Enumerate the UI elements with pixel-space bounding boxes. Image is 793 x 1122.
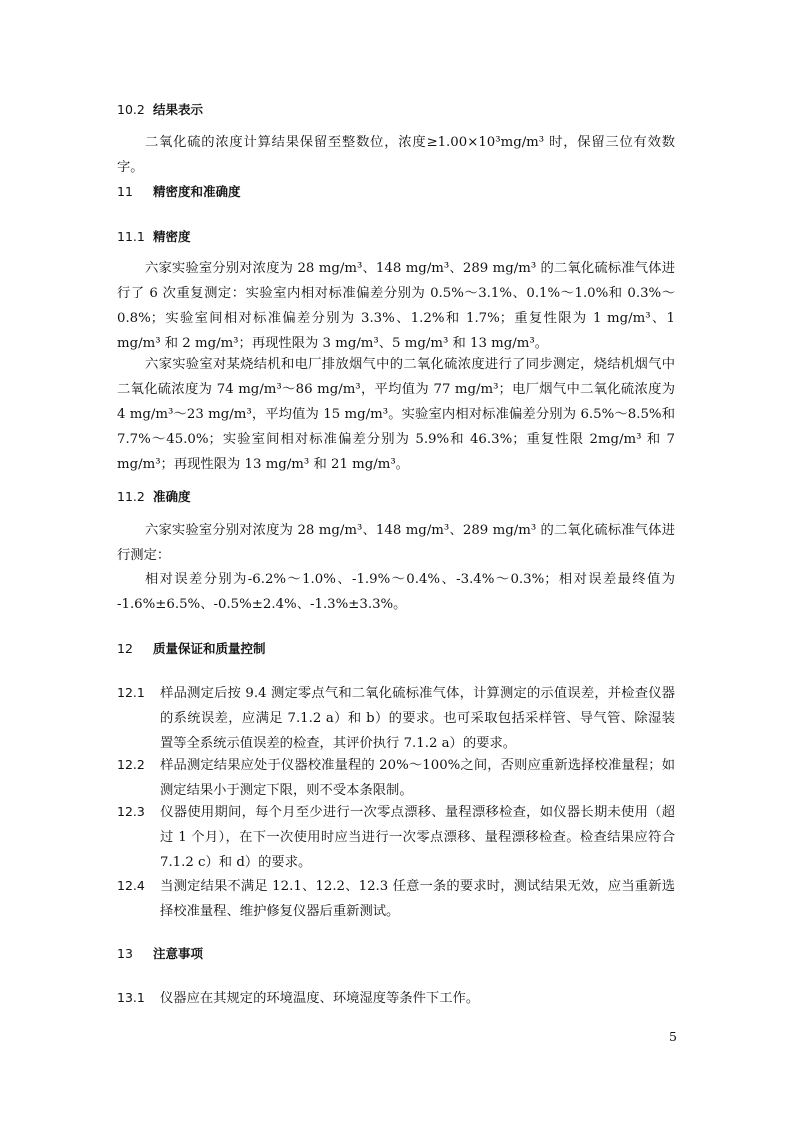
paragraph-accuracy-2: 相对误差分别为-6.2%～1.0%、-1.9%～0.4%、-3.4%～0.3%；相对误差最终值为 -1.6%±6.5%、-0.5%±2.4%、-1.3%±3.3%。 xyxy=(117,572,675,612)
clause-12-1 xyxy=(117,680,675,756)
clause-13-1 xyxy=(117,985,675,1011)
paragraph-accuracy-1: 六家实验室分别对浓度为 28 mg/m³、148 mg/m³、289 mg/m³ 的二氧化硫标准气体进行测定： xyxy=(117,523,675,563)
heading-number: 11 xyxy=(117,184,133,199)
heading-number: 11.1 xyxy=(117,229,145,244)
clause-text: 仪器应在其规定的环境温度、环境湿度等条件下工作。 xyxy=(160,991,480,1006)
paragraph-precision-2: 六家实验室对某烧结机和电厂排放烟气中的二氧化硫浓度进行了同步测定，烧结机烟气中二氧化硫浓度为 74 mg/m³～86 mg/m³，平均值为 77 mg/m³；电厂烟气中二氧化硫浓度为 4 mg/m³～23 mg/m³，平均值为 15 mg/m³。实验室内相对标准偏差分别为 6.5%～8.5%和 7.7%～45.0%；实验室间相对标准偏差分别为 5.9%和 46.3%；重复性限 2mg/m³ 和 7 mg/m³；再现性限为 13 mg/m³ 和 21 mg/m³。 xyxy=(117,357,675,472)
heading-title: 精密度 xyxy=(153,229,191,244)
clause-text: 当测定结果不满足 12.1、12.2、12.3 任意一条的要求时，测试结果无效，应当重新选择校准量程、维护修复仪器后重新测试。 xyxy=(160,879,675,919)
heading-10-2 xyxy=(117,97,203,122)
heading-number: 13 xyxy=(117,946,133,961)
clause-number: 12.1 xyxy=(117,685,145,700)
heading-13 xyxy=(117,941,203,966)
clause-12-4 xyxy=(117,873,675,924)
heading-11 xyxy=(117,179,241,204)
clause-number: 13.1 xyxy=(117,990,145,1005)
heading-number: 12 xyxy=(117,641,133,656)
heading-title: 准确度 xyxy=(153,489,191,504)
paragraph-result-expression: 二氧化硫的浓度计算结果保留至整数位，浓度≥1.00×10³mg/m³ 时，保留三位有效数字。 xyxy=(117,135,675,175)
heading-title: 精密度和准确度 xyxy=(153,184,241,199)
heading-title: 质量保证和质量控制 xyxy=(153,641,266,656)
heading-12 xyxy=(117,636,266,661)
clause-12-3 xyxy=(117,799,675,875)
heading-number: 10.2 xyxy=(117,102,145,117)
heading-11-1 xyxy=(117,224,191,249)
clause-text: 样品测定结果应处于仪器校准量程的 20%～100%之间，否则应重新选择校准量程；如测定结果小于测定下限，则不受本条限制。 xyxy=(160,758,675,798)
heading-11-2 xyxy=(117,484,191,509)
clause-text: 样品测定后按 9.4 测定零点气和二氧化硫标准气体，计算测定的示值误差，并检查仪器的系统误差，应满足 7.1.2 a）和 b）的要求。也可采取包括采样管、导气管、除湿装置等全系统示值误差的检查，其评价执行 7.1.2 a）的要求。 xyxy=(160,686,675,751)
heading-number: 11.2 xyxy=(117,489,145,504)
paragraph-precision-1: 六家实验室分别对浓度为 28 mg/m³、148 mg/m³、289 mg/m³ 的二氧化硫标准气体进行了 6 次重复测定：实验室内相对标准偏差分别为 0.5%～3.1%、0.1%～1.0%和 0.3%～0.8%；实验室间相对标准偏差分别为 3.3%、1.2%和 1.7%；重复性限为 1 mg/m³、1 mg/m³ 和 2 mg/m³；再现性限为 3 mg/m³、5 mg/m³ 和 13 mg/m³。 xyxy=(117,261,675,351)
page-number: 5 xyxy=(669,1029,677,1044)
clause-number: 12.2 xyxy=(117,757,145,772)
heading-title: 注意事项 xyxy=(153,946,204,961)
clause-12-2 xyxy=(117,752,675,803)
heading-title: 结果表示 xyxy=(153,102,204,117)
clause-number: 12.3 xyxy=(117,804,145,819)
clause-number: 12.4 xyxy=(117,878,145,893)
clause-text: 仪器使用期间，每个月至少进行一次零点漂移、量程漂移检查，如仪器长期未使用（超过 1 个月），在下一次使用时应当进行一次零点漂移、量程漂移检查。检查结果应符合 7.1.2 c）和 d）的要求。 xyxy=(160,805,675,870)
